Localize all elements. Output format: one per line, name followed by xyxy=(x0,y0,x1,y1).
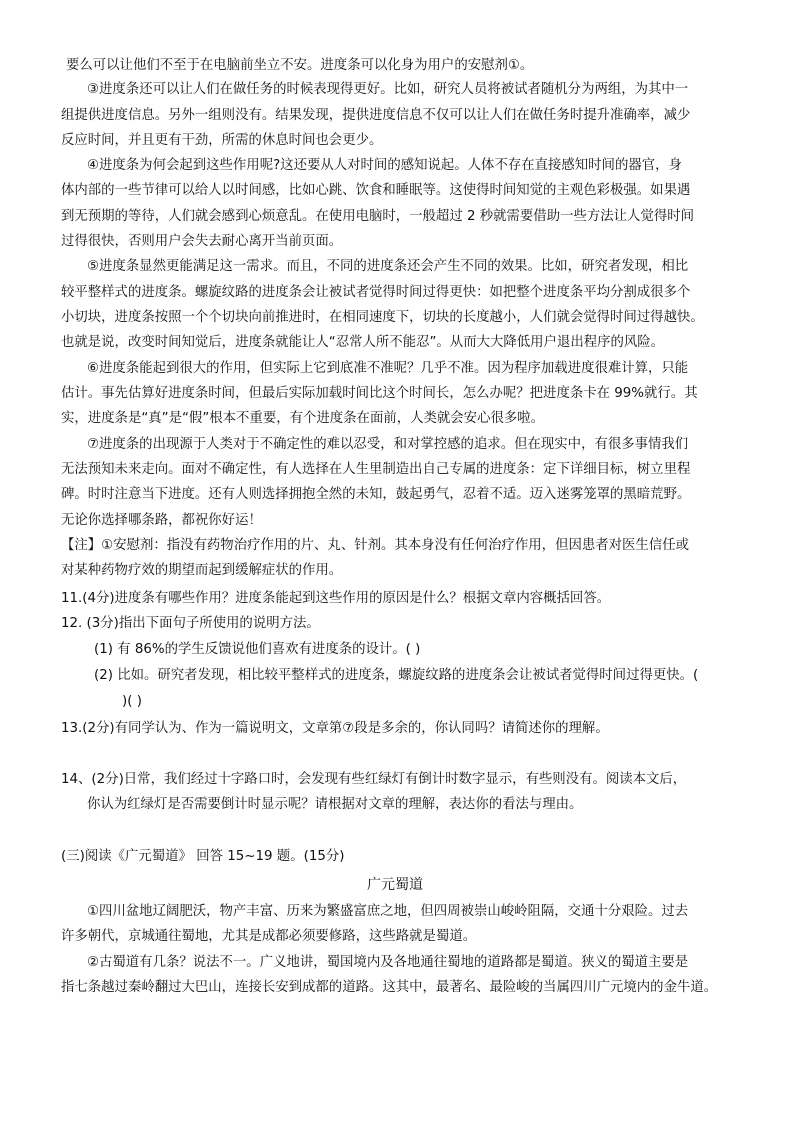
article-paragraph-2-line: 指七条越过秦岭翻过大巴山，连接长安到成都的道路。这其中，最著名、最险峻的当属四川广元境内的金牛道。 xyxy=(61,980,718,995)
question-12-item-1: (1) 有 86%的学生反馈说他们喜欢有进度条的设计。( ) xyxy=(94,642,421,657)
paragraph-4-line: 体内部的一些节律可以给人以时间感，比如心跳、饮食和睡眠等。这使得时间知觉的主观色彩极强。如果遇 xyxy=(61,183,691,198)
paragraph-7-line: 无法预知未来走向。面对不确定性，有人选择在人生里制造出自己专属的进度条：定下详细目标，树立里程 xyxy=(61,462,691,477)
article-paragraph-1-line: ①四川盆地辽阔肥沃，物产丰富、历来为繁盛富庶之地，但四周被崇山峻岭阻隔，交通十分艰险。过去 xyxy=(87,904,689,919)
paragraph-7-line: 无论你选择哪条路，都祝你好运！ xyxy=(61,513,262,528)
paragraph-4-line: 到无预期的等待，人们就会感到心烦意乱。在使用电脑时，一般超过 2 秒就需要借助一些方法让人觉得时间 xyxy=(61,209,694,224)
paragraph-4-line: 过得很快，否则用户会失去耐心离开当前页面。 xyxy=(61,234,343,249)
footnote-line: 【注】①安慰剂：指没有药物治疗作用的片、丸、针剂。其本身没有任何治疗作用，但因患者对医生信任或 xyxy=(61,538,689,553)
question-12: 12. (3分)指出下面句子所使用的说明方法。 xyxy=(61,616,320,631)
paragraph-3-line: ③进度条还可以让人们在做任务的时候表现得更好。比如，研究人员将被试者随机分为两组，为其中一 xyxy=(87,82,689,97)
question-14: 14、(2分)日常，我们经过十字路口时，会发现有些红绿灯有倒计时数字显示，有些则没有。阅读本文后， xyxy=(61,772,687,787)
question-13: 13.(2分)有同学认为、作为一篇说明文，文章第⑦段是多余的，你认同吗？请简述你的理解。 xyxy=(61,721,609,736)
paragraph-5-line: ⑤进度条显然更能满足这一需求。而且，不同的进度条还会产生不同的效果。比如，研究者发现，相比 xyxy=(87,259,689,274)
question-14-continued: 你认为红绿灯是否需要倒计时显示呢？请根据对文章的理解，表达你的看法与理由。 xyxy=(87,797,583,812)
paragraph-6-line: ⑥进度条能起到很大的作用，但实际上它到底准不准呢？几乎不准。因为程序加载进度很难计算，只能 xyxy=(87,361,689,376)
paragraph-5-line: 也就是说，改变时间知觉后，进度条就能让人“忍常人所不能忍”。从而大大降低用户退出程序的风险。 xyxy=(61,335,665,350)
question-11: 11.(4分)进度条有哪些作用？进度条能起到这些作用的原因是什么？根据文章内容概括回答。 xyxy=(61,591,611,606)
paragraph-5-line: 小切块，进度条按照一个个切块向前推进时，在相同速度下，切块的长度越小，人们就会觉得时间过得越快。 xyxy=(61,310,704,325)
footnote-line: 对某种药物疗效的期望而起到缓解症状的作用。 xyxy=(61,563,343,578)
paragraph-7-line: 碑。时时注意当下进度。还有人则选择拥抱全然的未知，鼓起勇气，忍着不适。迈入迷雾笼罩的黑暗荒野。 xyxy=(61,487,691,502)
question-12-item-2: (2) 比如。研究者发现，相比较平整样式的进度条，螺旋纹路的进度条会让被试者觉得时间过得更快。( xyxy=(94,668,699,683)
paragraph-6-line: 实，进度条是“真”是“假”根本不重要，有个进度条在面前，人类就会安心很多啦。 xyxy=(61,411,545,426)
article-paragraph-1-line: 许多朝代，京城通往蜀地，尤其是成都必须要修路，这些路就是蜀道。 xyxy=(61,929,477,944)
paragraph-3-line: 组提供进度信息。另外一组则没有。结果发现，提供进度信息不仅可以让人们在做任务时提升准确率，减少 xyxy=(61,108,691,123)
paragraph-7-line: ⑦进度条的出现源于人类对于不确定性的难以忍受，和对掌控感的追求。但在现实中，有很多事情我们 xyxy=(87,437,689,452)
article-paragraph-2-line: ②古蜀道有几条？说法不一。广义地讲，蜀国境内及各地通往蜀地的道路都是蜀道。狭义的蜀道主要是 xyxy=(87,955,689,970)
paragraph-4-line: ④进度条为何会起到这些作用呢?这还要从人对时间的感知说起。人体不存在直接感知时间的器官，身 xyxy=(87,158,682,173)
article-title: 广元蜀道 xyxy=(367,877,423,893)
paragraph-2-tail: 要么可以让他们不至于在电脑前坐立不安。进度条可以化身为用户的安慰剂①。 xyxy=(66,58,534,73)
paragraph-5-line: 较平整样式的进度条。螺旋纹路的进度条会让被试者觉得时间过得更快：如把整个进度条平均分割成很多个 xyxy=(61,285,691,300)
paragraph-6-line: 估计。事先估算好进度条时间，但最后实际加载时间比这个时间长，怎么办呢？把进度条卡在 99%就行。其 xyxy=(61,386,698,401)
question-12-item-2-blank: )( ) xyxy=(122,694,142,709)
paragraph-3-line: 反应时间，并且更有干劲，所需的休息时间也会更少。 xyxy=(61,133,383,148)
section-3-heading: (三)阅读《广元蜀道》 回答 15~19 题。(15分) xyxy=(61,849,345,864)
